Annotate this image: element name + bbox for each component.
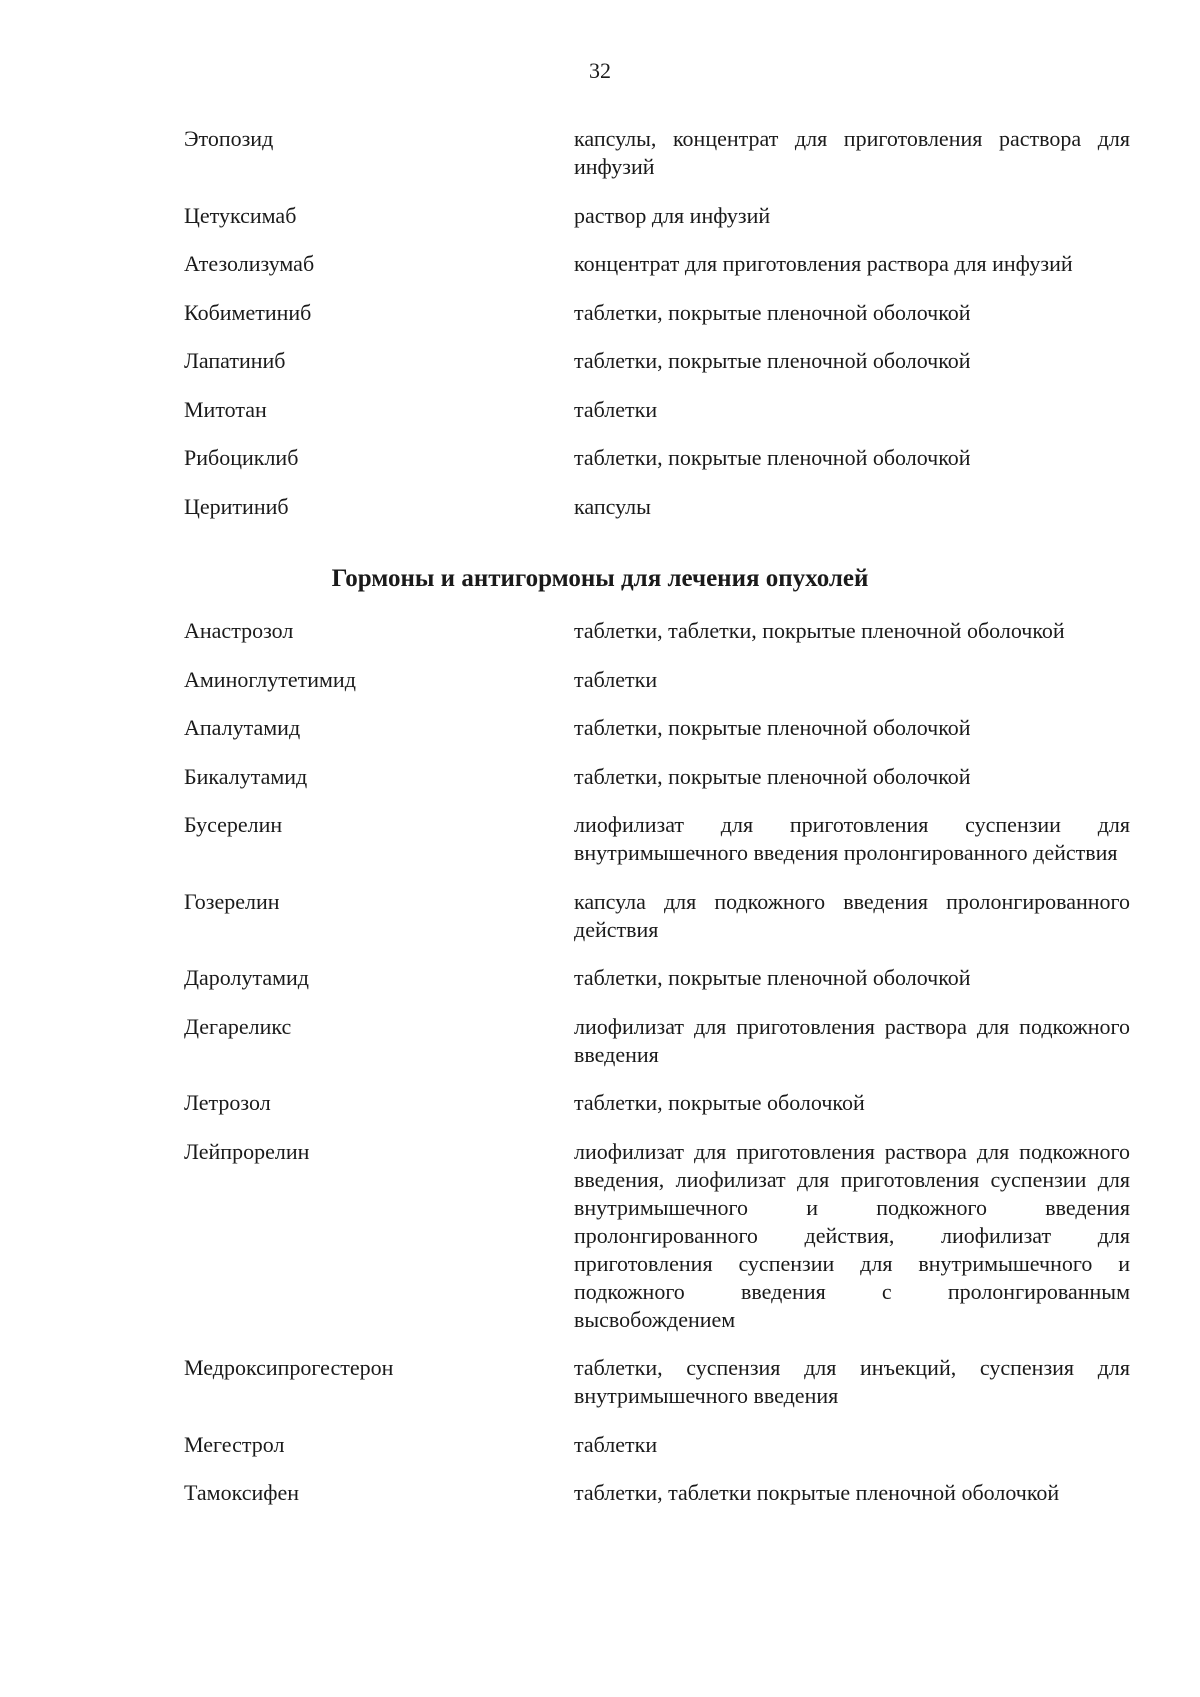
section-heading: Гормоны и антигормоны для лечения опухолей [331, 565, 869, 592]
drug-row [184, 1089, 1130, 1117]
drug-name: Цетуксимаб [184, 202, 297, 228]
drug-row [184, 1431, 1130, 1459]
dosage-form: таблетки [574, 396, 658, 422]
dosage-form: капсулы, концентрат для приготовления раствора для инфузий [574, 126, 1130, 179]
drug-name: Анастрозол [184, 618, 294, 643]
drug-row [184, 1354, 1130, 1410]
dosage-form: таблетки, покрытые пленочной оболочкой [574, 965, 971, 990]
drug-row [184, 250, 1130, 278]
drug-row [184, 493, 1130, 521]
drug-name: Атезолизумаб [184, 251, 315, 276]
drug-name: Даролутамид [184, 965, 309, 990]
drug-name: Аминоглутетимид [184, 666, 356, 692]
dosage-form: таблетки, покрытые пленочной оболочкой [574, 445, 971, 470]
drug-row [184, 202, 1130, 230]
drug-row [184, 617, 1130, 645]
dosage-form: таблетки, таблетки, покрытые пленочной оболочкой [574, 618, 1065, 643]
drug-row [184, 299, 1130, 327]
dosage-form: капсулы [574, 493, 651, 519]
page-number: 32 [589, 58, 611, 83]
drug-name: Церитиниб [184, 493, 289, 519]
dosage-form: таблетки, покрытые оболочкой [574, 1090, 865, 1115]
drug-name: Митотан [184, 396, 267, 422]
drug-row [184, 714, 1130, 742]
drug-name: Медроксипрогестерон [184, 1355, 394, 1380]
dosage-form: лиофилизат для приготовления раствора для подкожного введения, лиофилизат для приготовления суспензии для внутримышечного и подкожного введения пролонгированного действия, лиофилизат для приготовления суспензии для внутримышечного и подкожного введения с пролонгированным высвобождением [574, 1138, 1130, 1332]
drug-row [184, 1013, 1130, 1069]
drug-name: Рибоциклиб [184, 445, 299, 470]
drug-row [184, 811, 1130, 867]
dosage-form: таблетки, суспензия для инъекций, суспензия для внутримышечного введения [574, 1355, 1130, 1408]
drug-row [184, 666, 1130, 694]
drug-name: Бикалутамид [184, 763, 308, 789]
dosage-form: концентрат для приготовления раствора для инфузий [574, 251, 1073, 276]
drug-name: Мегестрол [184, 1431, 285, 1457]
drug-row [184, 1479, 1130, 1507]
drug-row [184, 763, 1130, 791]
drug-row [184, 444, 1130, 472]
dosage-form: таблетки, покрытые пленочной оболочкой [574, 763, 971, 789]
drug-row [184, 396, 1130, 424]
drug-row [184, 125, 1130, 181]
dosage-form: таблетки, покрытые пленочной оболочкой [574, 348, 971, 373]
drug-name: Лейпрорелин [184, 1138, 310, 1164]
dosage-form: таблетки, покрытые пленочной оболочкой [574, 715, 971, 740]
dosage-form: таблетки [574, 1431, 658, 1457]
drug-name: Бусерелин [184, 812, 283, 837]
drug-row [184, 888, 1130, 944]
drug-name: Этопозид [184, 126, 274, 151]
drug-row [184, 347, 1130, 375]
dosage-form: таблетки [574, 666, 658, 692]
drug-name: Апалутамид [184, 715, 301, 740]
drug-name: Дегареликс [184, 1013, 292, 1039]
dosage-form: таблетки, таблетки покрытые пленочной оболочкой [574, 1480, 1060, 1505]
drug-name: Тамоксифен [184, 1480, 300, 1505]
drug-name: Лапатиниб [184, 348, 286, 373]
drug-list-group-1 [184, 125, 1130, 521]
drug-row [184, 1138, 1130, 1334]
drug-row [184, 964, 1130, 992]
drug-name: Летрозол [184, 1090, 271, 1115]
drug-list-group-2 [184, 617, 1130, 1507]
dosage-form: лиофилизат для приготовления раствора для подкожного введения [574, 1013, 1130, 1067]
dosage-form: лиофилизат для приготовления суспензии для внутримышечного введения пролонгированного действия [574, 812, 1130, 865]
dosage-form: таблетки, покрытые пленочной оболочкой [574, 299, 971, 325]
drug-name: Гозерелин [184, 888, 280, 914]
dosage-form: капсула для подкожного введения пролонгированного действия [574, 888, 1130, 942]
dosage-form: раствор для инфузий [574, 202, 771, 228]
drug-name: Кобиметиниб [184, 299, 312, 325]
